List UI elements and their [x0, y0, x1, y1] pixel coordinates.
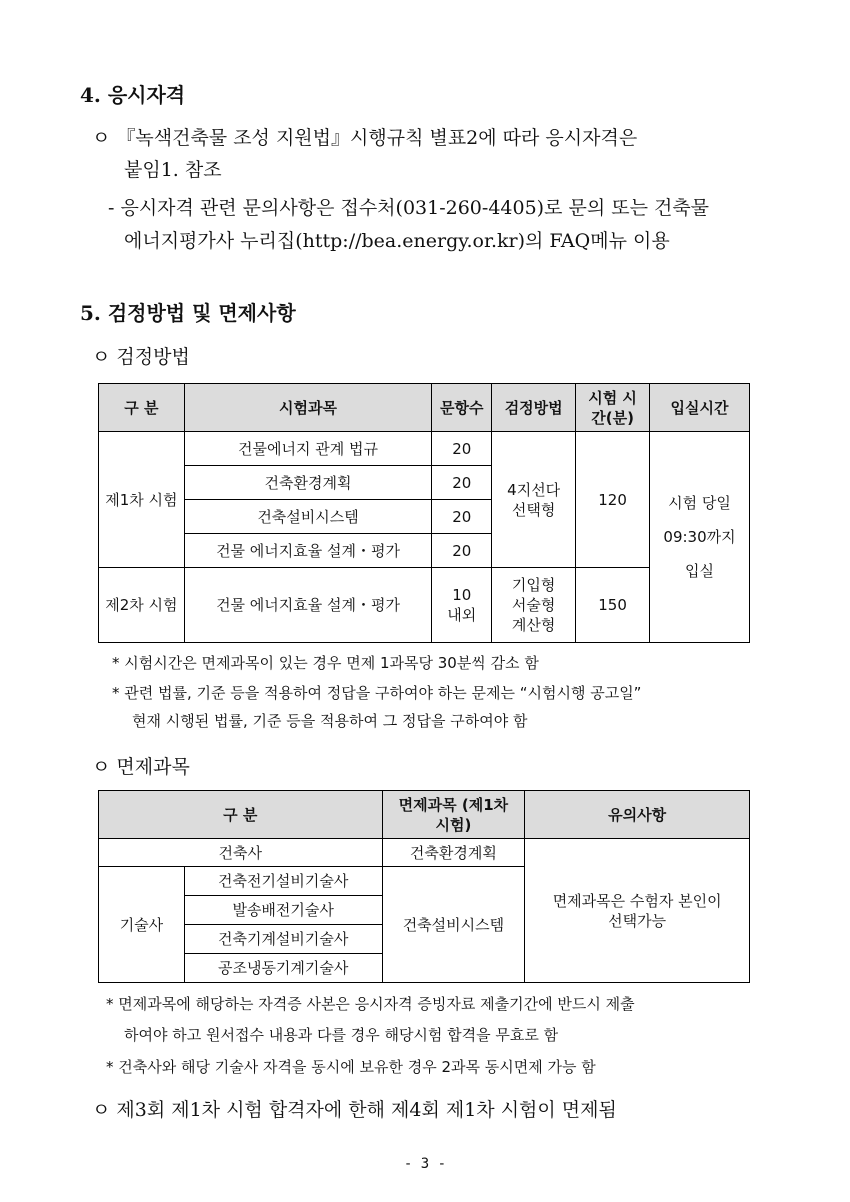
page-number: - 3 -	[403, 1156, 447, 1172]
note-1: * 시험시간은 면제과목이 있는 경우 면제 1과목당 30분씩 감소 함	[112, 654, 539, 672]
th-entry: 입실시간	[650, 384, 750, 432]
note-3-line1: * 면제과목에 해당하는 자격증 사본은 응시자격 증빙자료 제출기간에 반드시 제출	[106, 995, 635, 1013]
remark-cell: 면제과목은 수험자 본인이 선택가능	[525, 839, 750, 983]
count2-cell: 10 내외	[432, 568, 492, 643]
method2-cell: 기입형 서술형 계산형	[492, 568, 576, 643]
count-cell: 20	[432, 500, 492, 534]
exam-method-table	[98, 383, 750, 643]
th-exempt-subject: 면제과목 (제1차 시험)	[382, 791, 525, 839]
section-5-title: 5. 검정방법 및 면제사항	[80, 301, 296, 325]
s4-bullet1-line2: 붙임1. 참조	[124, 159, 222, 181]
note-4: * 건축사와 해당 기술사 자격을 동시에 보유한 경우 2과목 동시면제 가능 함	[106, 1058, 596, 1076]
engineer-qualification: 발송배전기술사	[184, 896, 382, 925]
round2-label: 제2차 시험	[99, 568, 185, 643]
subject-row: 건물에너지 관계 법규	[184, 432, 431, 466]
exemption-table	[98, 790, 750, 983]
count-cell: 20	[432, 534, 492, 568]
engineer-label: 기술사	[99, 867, 185, 983]
entry-time-cell: 시험 당일 09:30까지 입실	[650, 432, 750, 643]
subject2-cell: 건물 에너지효율 설계・평가	[184, 568, 431, 643]
subject-row: 건축설비시스템	[184, 500, 431, 534]
architect-subject: 건축환경계획	[382, 839, 525, 867]
s4-bullet2-line1: - 응시자격 관련 문의사항은 접수처(031-260-4405)로 문의 또는 건축물	[108, 197, 710, 219]
note-3-line2: 하여야 하고 원서접수 내용과 다를 경우 해당시험 합격을 무효로 함	[124, 1026, 559, 1044]
th-count: 문항수	[432, 384, 492, 432]
time2-cell: 150	[576, 568, 650, 643]
engineer-qualification: 건축기계설비기술사	[184, 925, 382, 954]
subject-row: 건축환경계획	[184, 466, 431, 500]
engineer-subject: 건축설비시스템	[382, 867, 525, 983]
th-category: 구 분	[99, 791, 383, 839]
th-category: 구 분	[99, 384, 185, 432]
subject-row: 건물 에너지효율 설계・평가	[184, 534, 431, 568]
th-method: 검정방법	[492, 384, 576, 432]
architect-label: 건축사	[99, 839, 383, 867]
th-time: 시험 시간(분)	[576, 384, 650, 432]
final-bullet: ㅇ 제3회 제1차 시험 합격자에 한해 제4회 제1차 시험이 면제됨	[92, 1099, 617, 1121]
sub-heading-exemption: ㅇ 면제과목	[92, 756, 190, 778]
engineer-qualification: 공조냉동기계기술사	[184, 954, 382, 983]
th-subject: 시험과목	[184, 384, 431, 432]
section-4-title: 4. 응시자격	[80, 83, 186, 107]
s4-bullet2-line2: 에너지평가사 누리집(http://bea.energy.or.kr)의 FAQ메뉴 이용	[124, 230, 670, 252]
time1-cell: 120	[576, 432, 650, 568]
sub-heading-method: ㅇ 검정방법	[92, 346, 190, 368]
s4-bullet1-line1: ㅇ 『녹색건축물 조성 지원법』시행규칙 별표2에 따라 응시자격은	[92, 127, 638, 149]
method1-cell: 4지선다 선택형	[492, 432, 576, 568]
round1-label: 제1차 시험	[99, 432, 185, 568]
engineer-qualification: 건축전기설비기술사	[184, 867, 382, 896]
th-remark: 유의사항	[525, 791, 750, 839]
note-2-line1: * 관련 법률, 기준 등을 적용하여 정답을 구하여야 하는 문제는 “시험시행 공고일”	[112, 684, 642, 702]
note-2-line2: 현재 시행된 법률, 기준 등을 적용하여 그 정답을 구하여야 함	[132, 712, 528, 730]
count-cell: 20	[432, 466, 492, 500]
count-cell: 20	[432, 432, 492, 466]
